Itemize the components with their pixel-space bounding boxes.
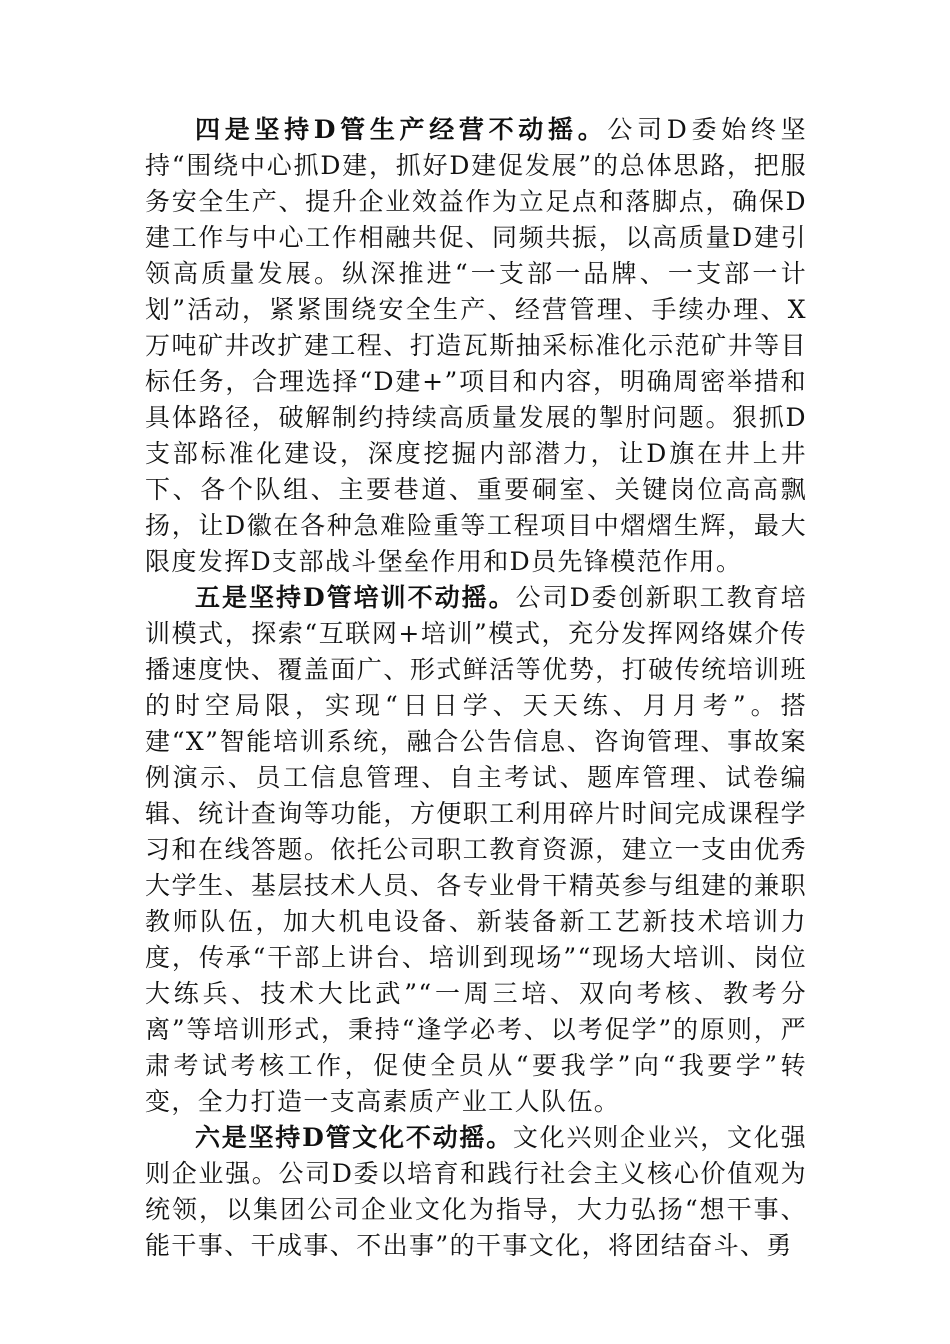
paragraph-production: [145, 112, 807, 580]
document-body: [145, 112, 807, 1264]
paragraph-text: 公司D委创新职工教育培训模式，探索“互联网+培训”模式，充分发挥网络媒介传播速度快、覆盖面广、形式鲜活等优势，打破传统培训班的时空局限，实现“日日学、天天练、月月考”。搭建“X”智能培训系统，融合公告信息、咨询管理、事故案例演示、员工信息管理、自主考试、题库管理、试卷编辑、统计查询等功能，方便职工利用碎片时间完成课程学习和在线答题。依托公司职工教育资源，建立一支由优秀大学生、基层技术人员、各专业骨干精英参与组建的兼职教师队伍，加大机电设备、新装备新工艺新技术培训力度，传承“干部上讲台、培训到现场”“现场大培训、岗位大练兵、技术大比武”“一周三培、双向考核、教考分离”等培训形式，秉持“逢学必考、以考促学”的原则，严肃考试考核工作，促使全员从“要我学”向“我要学”转变，全力打造一支高素质产业工人队伍。: [145, 583, 807, 1116]
paragraph-lead: 五是坚持D管培训不动摇。: [195, 583, 516, 612]
paragraph-text: 文化兴则企业兴，文化强则企业强。公司D委以培育和践行社会主义核心价值观为统领，以集团公司企业文化为指导，大力弘扬“想干事、能干事、干成事、不出事”的干事文化，将团结奋斗、勇: [145, 1123, 807, 1260]
paragraph-lead: 六是坚持D管文化不动摇。: [195, 1123, 513, 1152]
paragraph-lead: 四是坚持D管生产经营不动摇。: [195, 115, 608, 144]
paragraph-text: 公司D委始终坚持“围绕中心抓D建，抓好D建促发展”的总体思路，把服务安全生产、提升企业效益作为立足点和落脚点，确保D建工作与中心工作相融共促、同频共振，以高质量D建引领高质量发展。纵深推进“一支部一品牌、一支部一计划”活动，紧紧围绕安全生产、经营管理、手续办理、X万吨矿井改扩建工程、打造瓦斯抽采标准化示范矿井等目标任务，合理选择“D建+”项目和内容，明确周密举措和具体路径，破解制约持续高质量发展的掣肘问题。狠抓D支部标准化建设，深度挖掘内部潜力，让D旗在井上井下、各个队组、主要巷道、重要硐室、关键岗位高高飘扬，让D徽在各种急难险重等工程项目中熠熠生辉，最大限度发挥D支部战斗堡垒作用和D员先锋模范作用。: [145, 115, 807, 576]
paragraph-training: [145, 580, 807, 1120]
paragraph-culture: [145, 1120, 807, 1264]
